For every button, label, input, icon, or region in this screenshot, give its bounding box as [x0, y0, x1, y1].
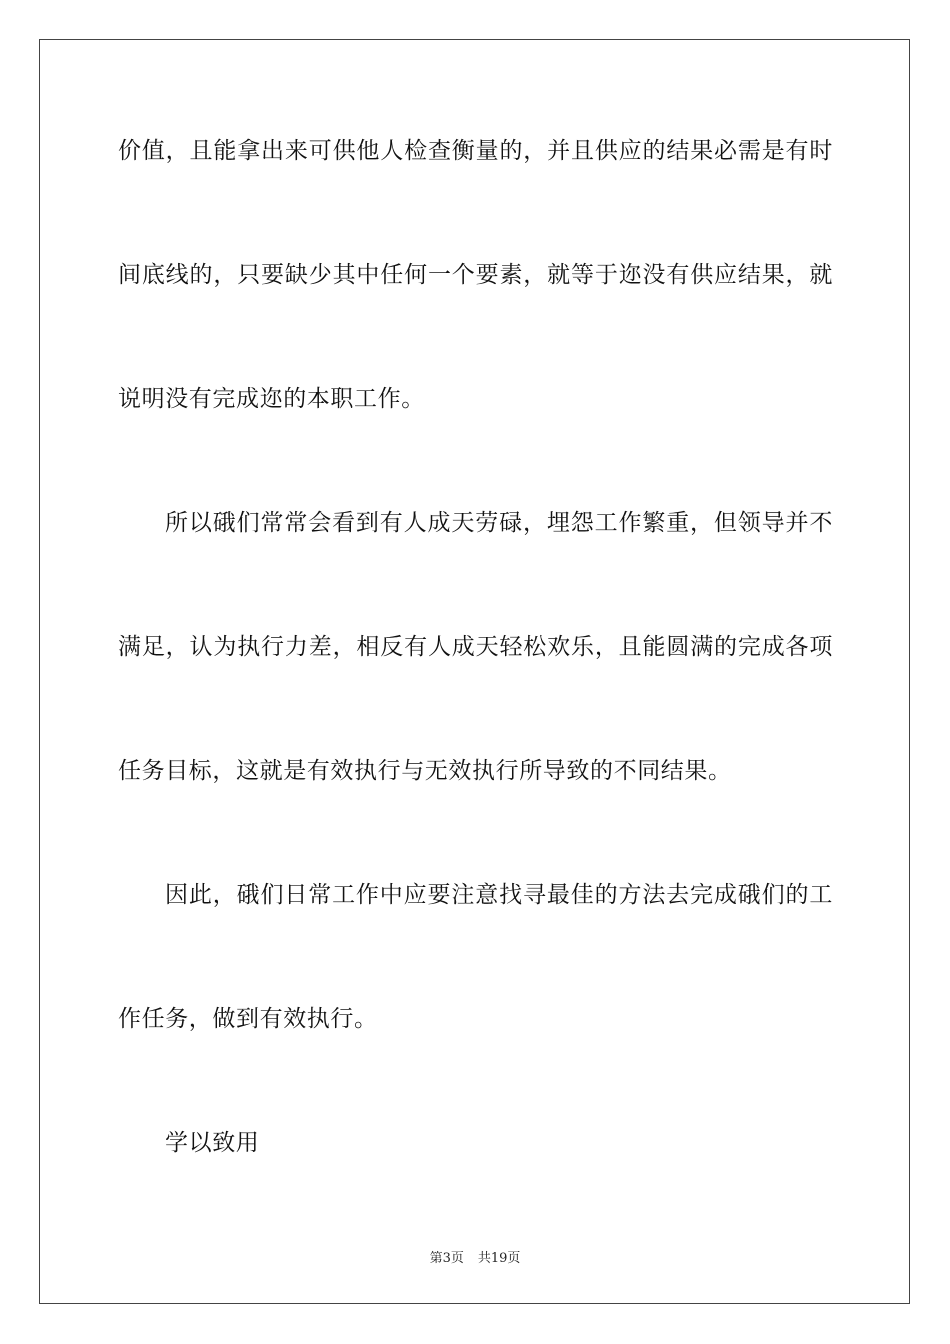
page-total: 共19页 [477, 1251, 521, 1266]
page-footer [0, 1247, 950, 1266]
page-number: 第3页 [429, 1251, 464, 1266]
paragraph-line: 因此，硪们日常工作中应要注意找寻最佳的方法去完成硪们的工 [165, 882, 833, 908]
paragraph-line: 间底线的，只要缺少其中任何一个要素，就等于迩没有供应结果，就 [118, 262, 833, 288]
page-border [39, 39, 910, 1304]
paragraph-line: 满足，认为执行力差，相反有人成天轻松欢乐，且能圆满的完成各项 [118, 634, 833, 660]
section-heading: 学以致用 [165, 1130, 260, 1156]
paragraph-line: 说明没有完成迩的本职工作。 [118, 386, 425, 412]
paragraph-line: 任务目标，这就是有效执行与无效执行所导致的不同结果。 [118, 758, 732, 784]
paragraph-line: 作任务，做到有效执行。 [118, 1006, 378, 1032]
paragraph-line: 所以硪们常常会看到有人成天劳碌，埋怨工作繁重，但领导并不 [165, 510, 833, 536]
paragraph-line: 价值，且能拿出来可供他人检查衡量的，并且供应的结果必需是有时 [118, 138, 833, 164]
